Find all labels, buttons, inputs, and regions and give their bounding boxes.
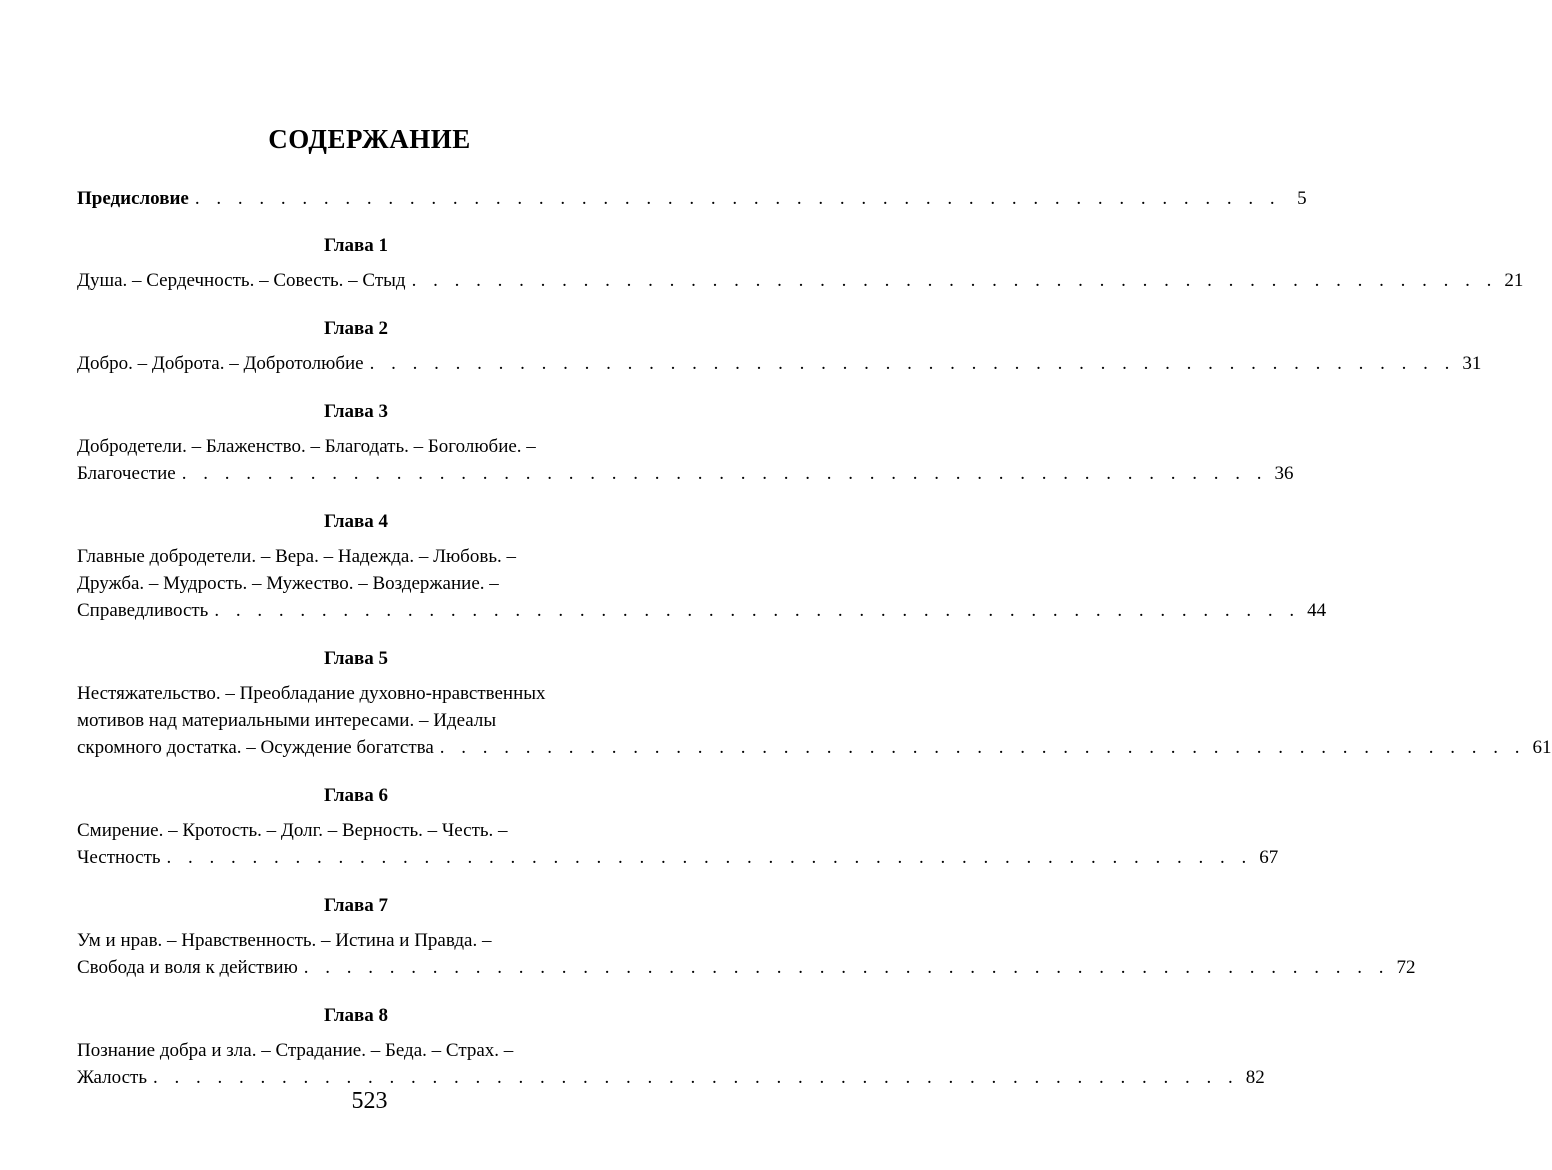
- toc-entry-line: мотивов над материальными интересами. – Идеалы: [77, 710, 497, 731]
- toc-entry-line: Добро. – Доброта. – Добротолюбие: [77, 353, 364, 374]
- toc-entry-line: Благочестие: [77, 463, 176, 484]
- dot-leader: . . . . . . . . . . . . . . . . . . . . . . . . . . . . . . . . . . . . . . . . . . . . . . . . . . .: [166, 847, 1253, 868]
- toc-page-number: 31: [1462, 353, 1482, 374]
- toc-entry-chapter-3[interactable]: [77, 433, 1294, 487]
- chapter-heading: Глава 4: [323, 511, 389, 532]
- toc-entry-line: Познание добра и зла. – Страдание. – Беда. – Страх. –: [77, 1040, 514, 1061]
- chapter-heading: Глава 8: [323, 1005, 389, 1026]
- toc-entry-line: Дружба. – Мудрость. – Мужество. – Воздержание. –: [77, 573, 499, 594]
- toc-page-number: 21: [1504, 270, 1524, 291]
- toc-page-number: 44: [1307, 600, 1327, 621]
- toc-page-number: 36: [1274, 463, 1294, 484]
- chapter-heading: Глава 7: [323, 895, 389, 916]
- toc-entry-label: Предисловие: [77, 188, 189, 209]
- page-number: 523: [351, 1088, 388, 1114]
- chapter-heading: Глава 1: [323, 235, 389, 256]
- table-of-contents: [77, 185, 1552, 1091]
- page-title: СОДЕРЖАНИЕ: [268, 124, 471, 154]
- toc-entry-chapter-6[interactable]: [77, 817, 1279, 871]
- dot-leader: . . . . . . . . . . . . . . . . . . . . . . . . . . . . . . . . . . . . . . . . . . . . . . . . . . .: [369, 353, 1456, 374]
- toc-entry-chapter-7[interactable]: [77, 927, 1416, 981]
- dot-leader: . . . . . . . . . . . . . . . . . . . . . . . . . . . . . . . . . . . . . . . . . . . . . . . . . . .: [411, 270, 1498, 291]
- dot-leader: . . . . . . . . . . . . . . . . . . . . . . . . . . . . . . . . . . . . . . . . . . . . . . . . . . .: [181, 463, 1268, 484]
- toc-entry-line: Справедливость: [77, 600, 209, 621]
- chapter-heading: Глава 6: [323, 785, 389, 806]
- toc-page-number: 5: [1297, 188, 1307, 209]
- dot-leader: . . . . . . . . . . . . . . . . . . . . . . . . . . . . . . . . . . . . . . . . . . . . . . . . . . .: [194, 188, 1281, 209]
- toc-page-number: 61: [1532, 737, 1552, 758]
- toc-entry-preface[interactable]: [77, 185, 1307, 212]
- chapter-heading: Глава 3: [323, 401, 389, 422]
- toc-entry-chapter-1[interactable]: [77, 267, 1524, 294]
- dot-leader: . . . . . . . . . . . . . . . . . . . . . . . . . . . . . . . . . . . . . . . . . . . . . . . . . . .: [439, 737, 1526, 758]
- dot-leader: . . . . . . . . . . . . . . . . . . . . . . . . . . . . . . . . . . . . . . . . . . . . . . . . . . .: [153, 1067, 1239, 1088]
- toc-entry-line: Душа. – Сердечность. – Совесть. – Стыд: [77, 270, 406, 291]
- toc-page-number: 82: [1245, 1067, 1265, 1088]
- toc-entry-line: Нестяжательство. – Преобладание духовно-нравственных: [77, 683, 546, 704]
- chapter-list: [77, 232, 1552, 1091]
- toc-entry-line: Честность: [77, 847, 161, 868]
- toc-entry-line: Смирение. – Кротость. – Долг. – Верность. – Честь. –: [77, 820, 508, 841]
- toc-entry-line: Жалость: [77, 1067, 148, 1088]
- toc-entry-line: скромного достатка. – Осуждение богатства: [77, 737, 434, 758]
- toc-entry-line: Добродетели. – Блаженство. – Благодать. – Боголюбие. –: [77, 436, 536, 457]
- toc-entry-chapter-2[interactable]: [77, 350, 1482, 377]
- chapter-heading: Глава 5: [323, 648, 389, 669]
- toc-entry-chapter-4[interactable]: [77, 543, 1327, 624]
- dot-leader: . . . . . . . . . . . . . . . . . . . . . . . . . . . . . . . . . . . . . . . . . . . . . . . . . . .: [303, 957, 1390, 978]
- toc-entry-chapter-5[interactable]: [77, 680, 1552, 761]
- toc-entry-chapter-8[interactable]: [77, 1037, 1265, 1091]
- toc-entry-line: Ум и нрав. – Нравственность. – Истина и Правда. –: [77, 930, 492, 951]
- toc-entry-line: Главные добродетели. – Вера. – Надежда. – Любовь. –: [77, 546, 516, 567]
- chapter-heading: Глава 2: [323, 318, 389, 339]
- toc-entry-line: Свобода и воля к действию: [77, 957, 298, 978]
- dot-leader: . . . . . . . . . . . . . . . . . . . . . . . . . . . . . . . . . . . . . . . . . . . . . . . . . . .: [214, 600, 1301, 621]
- toc-page-number: 67: [1259, 847, 1279, 868]
- toc-page-number: 72: [1396, 957, 1416, 978]
